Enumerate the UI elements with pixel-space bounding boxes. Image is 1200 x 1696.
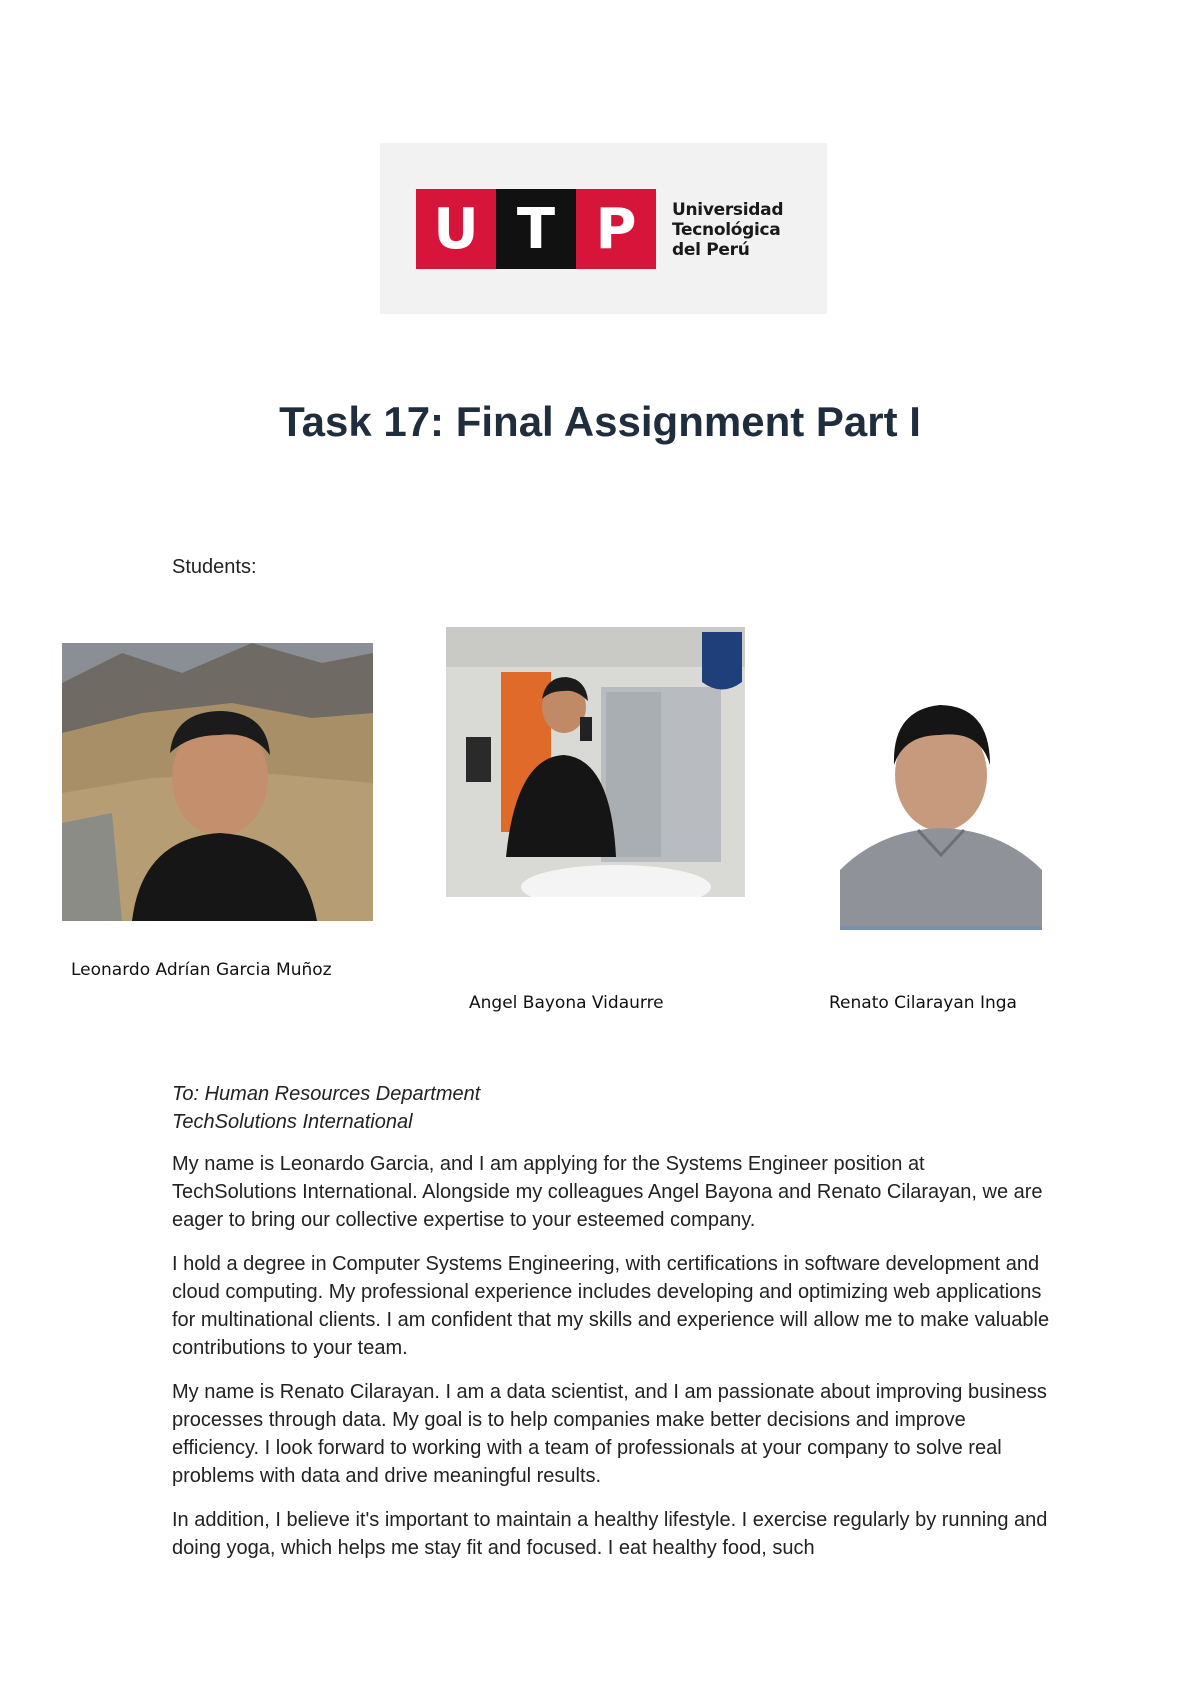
letter-company: TechSolutions International [172, 1111, 413, 1133]
university-logo [380, 143, 827, 314]
student-name-1: Leonardo Adrían Garcia Muñoz [71, 960, 332, 980]
students-label: Students: [172, 556, 257, 578]
student-name-3: Renato Cilarayan Inga [829, 993, 1017, 1013]
student-name-2: Angel Bayona Vidaurre [469, 993, 664, 1013]
letter-recipient: To: Human Resources Department [172, 1083, 481, 1105]
logo-line-3: del Perú [672, 240, 750, 260]
letter-address [172, 1080, 1052, 1136]
student-photo-3 [840, 680, 1042, 930]
logo-letter-p: P [576, 189, 656, 269]
logo-letter-t: T [496, 189, 576, 269]
page-title: Task 17: Final Assignment Part I [279, 398, 921, 445]
logo-letter-u: U [416, 189, 496, 269]
cover-letter [172, 1080, 1052, 1578]
student-photo-1 [62, 643, 373, 921]
letter-paragraph-3: My name is Renato Cilarayan. I am a data scientist, and I am passionate about improving business processes through data. My goal is to help companies make better decisions and improve efficiency. I look forward to working with a team of professionals at your company to solve real problems with data and drive meaningful results. [172, 1381, 1047, 1487]
logo-wordmark [672, 200, 783, 260]
logo-letter-blocks [416, 189, 656, 269]
logo-line-1: Universidad [672, 200, 784, 220]
student-photo-2 [446, 627, 745, 926]
letter-paragraph-4: In addition, I believe it's important to maintain a healthy lifestyle. I exercise regularly by running and doing yoga, which helps me stay fit and focused. I eat healthy food, such [172, 1509, 1048, 1559]
letter-paragraph-2: I hold a degree in Computer Systems Engineering, with certifications in software development and cloud computing. My professional experience includes developing and optimizing web applications for multinational clients. I am confident that my skills and experience will allow me to make valuable contributions to your team. [172, 1253, 1050, 1359]
logo-line-2: Tecnológica [672, 220, 781, 240]
letter-paragraph-1: My name is Leonardo Garcia, and I am applying for the Systems Engineer position at TechSolutions International. Alongside my colleagues Angel Bayona and Renato Cilarayan, we are eager to bring our collective expertise to your esteemed company. [172, 1153, 1043, 1231]
